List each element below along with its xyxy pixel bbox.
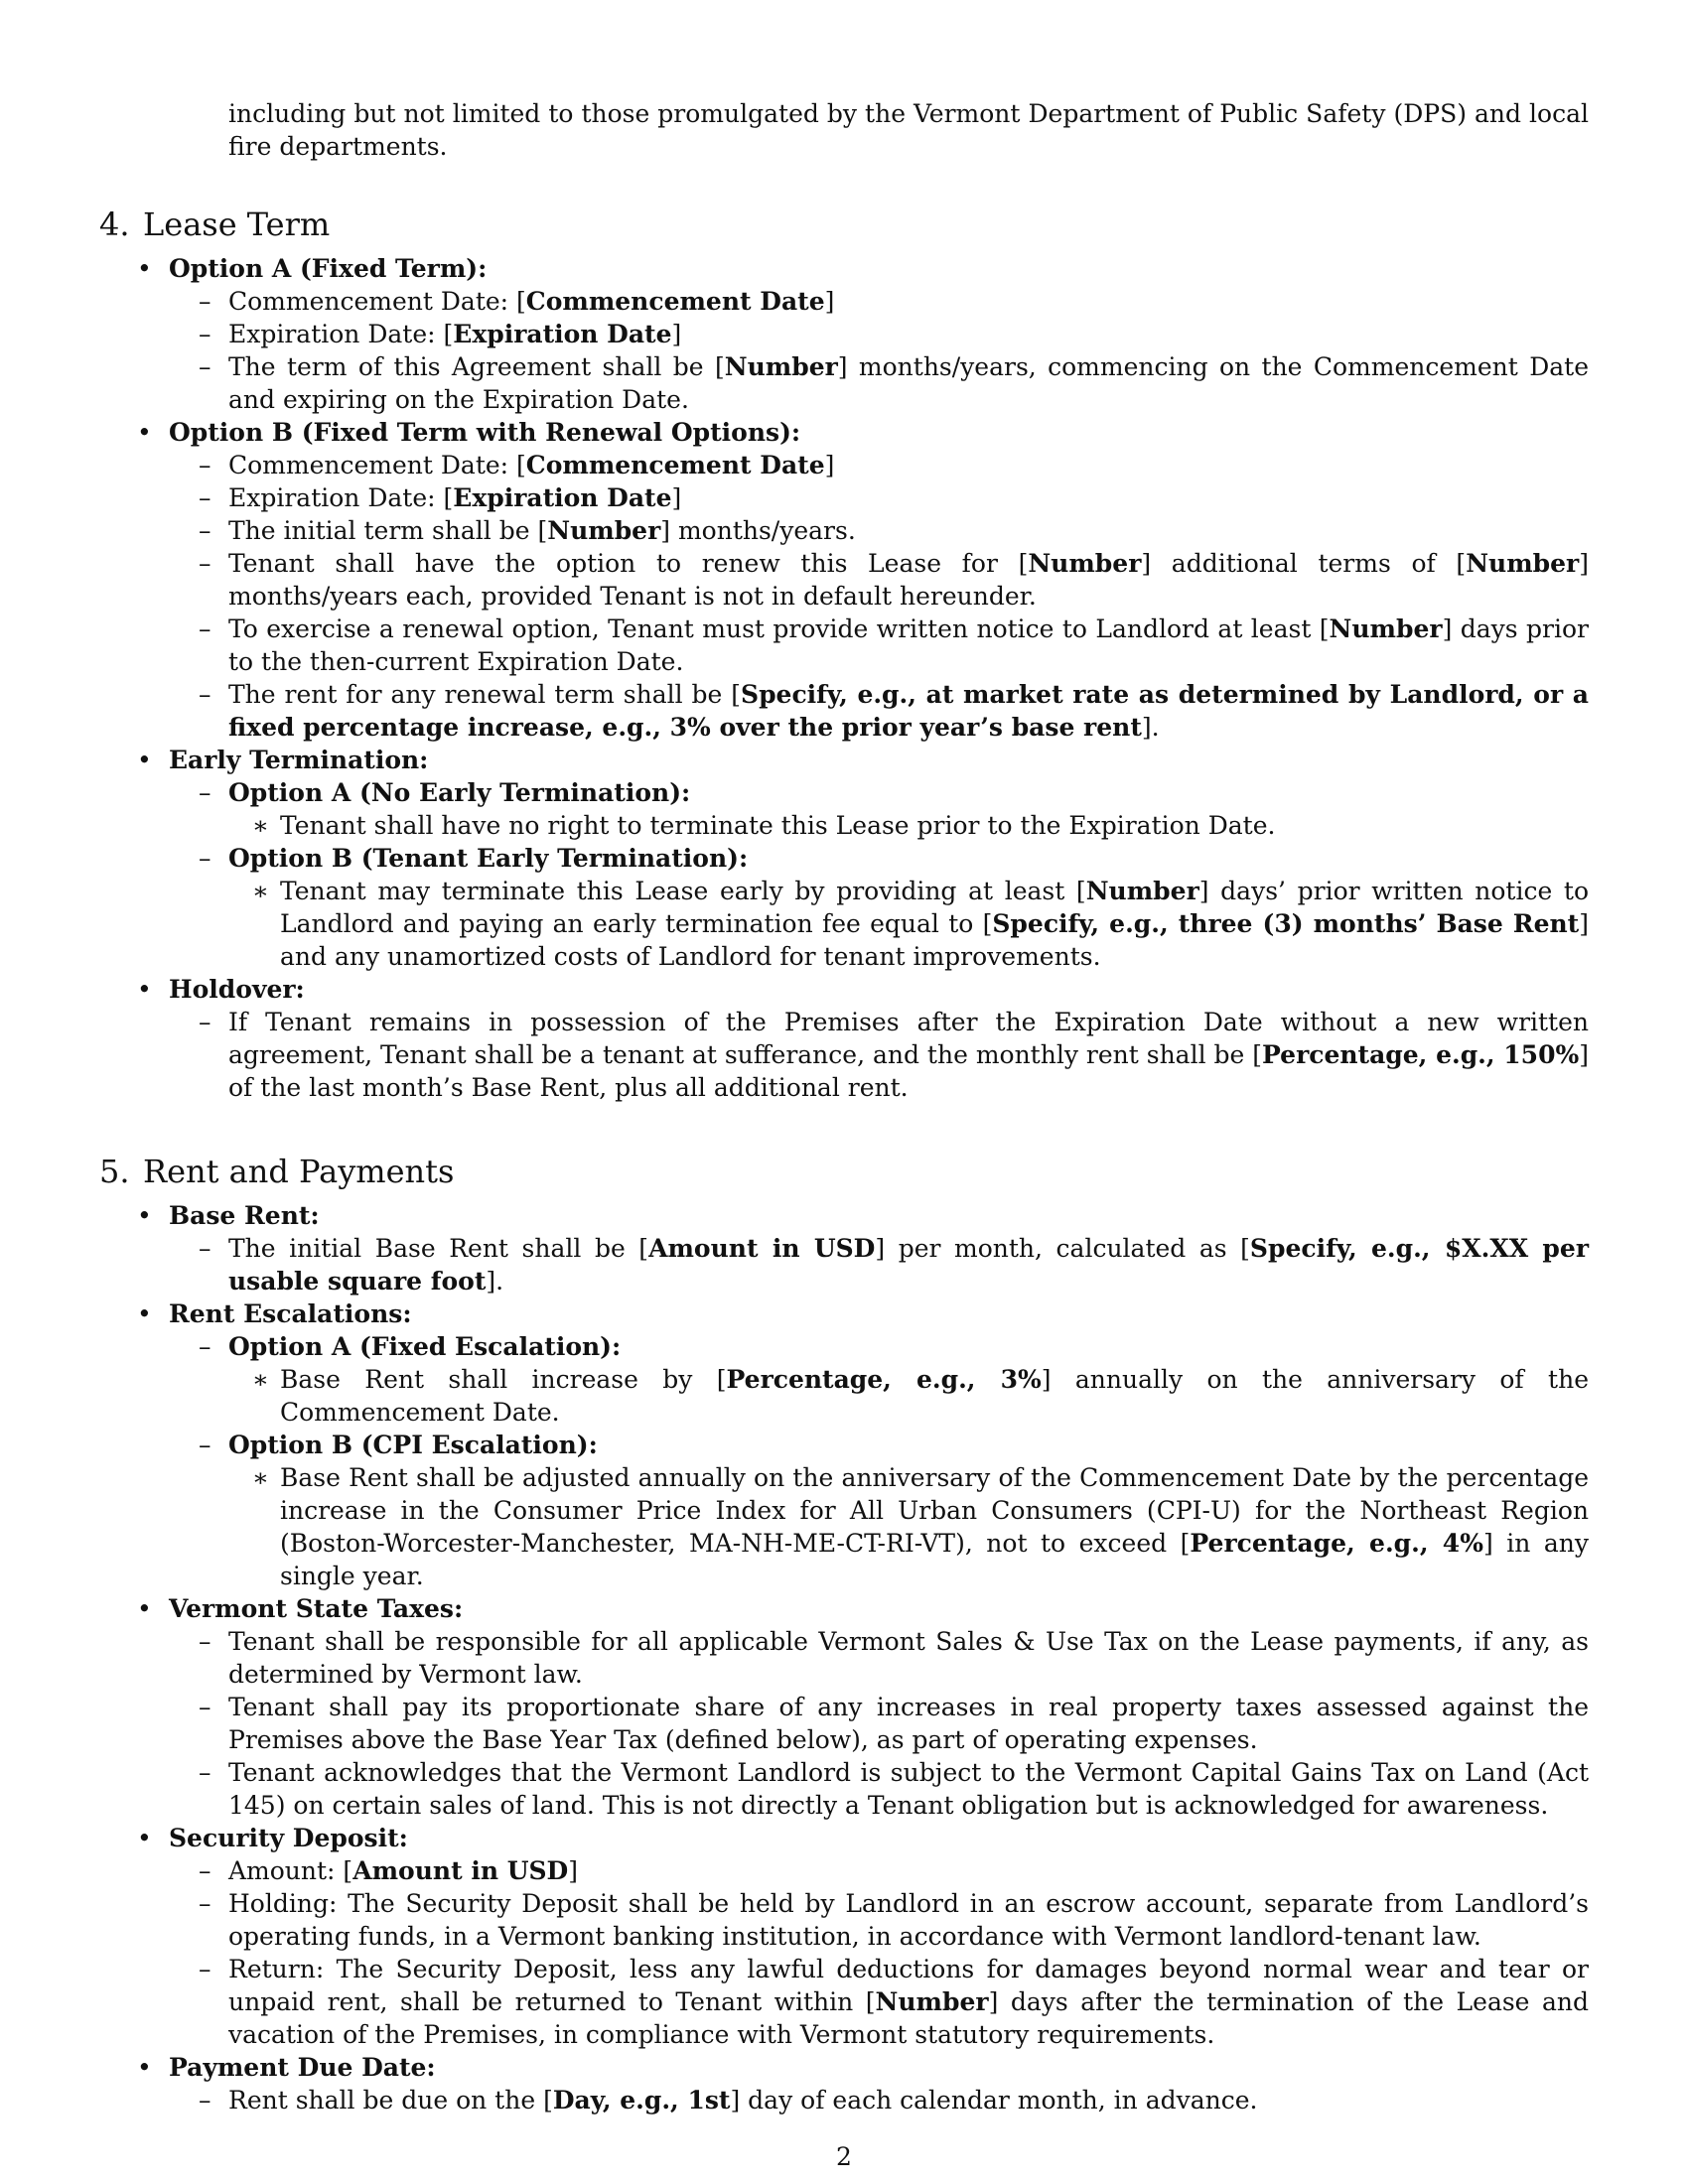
list-item <box>99 252 1589 416</box>
section-title: Rent and Payments <box>143 1153 455 1190</box>
list-item: ∗ Tenant may terminate this Lease early by providing at least [Number] days’ prior written notice to Landlord and paying an early termination fee equal to [Specify, e.g., three (3) months’ Base Rent] and any unamortized costs of Landlord for tenant improvements. <box>228 875 1589 973</box>
list-item <box>99 2051 1589 2116</box>
list-item: – Rent shall be due on the [Day, e.g., 1st] day of each calendar month, in advance. <box>169 2084 1589 2116</box>
item-label: Option A (Fixed Term): <box>169 254 488 283</box>
section-5-heading <box>99 1152 1589 1191</box>
section-4-heading <box>99 205 1589 244</box>
item-label: Option B (Fixed Term with Renewal Options): <box>169 418 801 447</box>
list-item: – Expiration Date: [Expiration Date] <box>169 318 1589 350</box>
section-number: 4. <box>99 205 130 243</box>
page-number: 2 <box>836 2142 852 2171</box>
list-item: – Tenant acknowledges that the Vermont Landlord is subject to the Vermont Capital Gains Tax on Land (Act 145) on certain sales of land. This is not directly a Tenant obligation but is acknowledged for awareness. <box>169 1756 1589 1822</box>
item-label: Security Deposit: <box>169 1824 408 1852</box>
section-number: 5. <box>99 1153 130 1190</box>
list-item: – Commencement Date: [Commencement Date] <box>169 285 1589 318</box>
list-item: – Option B (Tenant Early Termination): ∗ Tenant may terminate this Lease early by providing at least [Number] days’ prior written notice to Landlord and paying an early termination fee equal to [Specify, e.g., three (3) months’ Base Rent] and any unamortized costs of Landlord for tenant improvements. <box>169 842 1589 973</box>
item-label: Vermont State Taxes: <box>169 1594 464 1623</box>
list-item: – Tenant shall be responsible for all applicable Vermont Sales & Use Tax on the Lease payments, if any, as determined by Vermont law. <box>169 1625 1589 1691</box>
list-item: ∗ Tenant shall have no right to terminate this Lease prior to the Expiration Date. <box>228 809 1589 842</box>
section-title: Lease Term <box>143 205 331 243</box>
list-item: ∗ Base Rent shall be adjusted annually on the anniversary of the Commencement Date by the percentage increase in the Consumer Price Index for All Urban Consumers (CPI-U) for the Northeast Region (Boston-Worcester-Manchester, MA-NH-ME-CT-RI-VT), not to exceed [Percentage, e.g., 4%] in any single year. <box>228 1461 1589 1592</box>
list-item <box>99 416 1589 744</box>
item-label: Rent Escalations: <box>169 1299 412 1328</box>
list-item: ∗ Base Rent shall increase by [Percentage, e.g., 3%] annually on the anniversary of the Commencement Date. <box>228 1363 1589 1429</box>
list-item: – Tenant shall have the option to renew this Lease for [Number] additional terms of [Number] months/years each, provided Tenant is not in default hereunder. <box>169 547 1589 613</box>
list-item: – Amount: [Amount in USD] <box>169 1854 1589 1887</box>
list-item <box>99 1592 1589 1822</box>
list-item <box>99 1297 1589 1592</box>
list-item: – Commencement Date: [Commencement Date] <box>169 449 1589 481</box>
list-item: – Tenant shall pay its proportionate share of any increases in real property taxes assessed against the Premises above the Base Year Tax (defined below), as part of operating expenses. <box>169 1691 1589 1756</box>
item-label: Base Rent: <box>169 1201 320 1230</box>
list-item: – If Tenant remains in possession of the Premises after the Expiration Date without a new written agreement, Tenant shall be a tenant at sufferance, and the monthly rent shall be [Percentage, e.g., 150%] of the last month’s Base Rent, plus all additional rent. <box>169 1006 1589 1104</box>
list-item: – Option A (No Early Termination): ∗ Tenant shall have no right to terminate this Lease prior to the Expiration Date. <box>169 776 1589 842</box>
section-5-list <box>99 1199 1589 2116</box>
list-item <box>99 1199 1589 1297</box>
list-item <box>99 744 1589 973</box>
page-content <box>99 97 1589 2116</box>
list-item: – Return: The Security Deposit, less any lawful deductions for damages beyond normal wear and tear or unpaid rent, shall be returned to Tenant within [Number] days after the termination of the Lease and vacation of the Premises, in compliance with Vermont statutory requirements. <box>169 1953 1589 2051</box>
list-item: – Option B (CPI Escalation): ∗ Base Rent shall be adjusted annually on the anniversary of the Commencement Date by the percentage increase in the Consumer Price Index for All Urban Consumers (CPI-U) for the Northeast Region (Boston-Worcester-Manchester, MA-NH-ME-CT-RI-VT), not to exceed [Percentage, e.g., 4%] in any single year. <box>169 1429 1589 1592</box>
list-item: – The initial Base Rent shall be [Amount in USD] per month, calculated as [Specify, e.g., $X.XX per usable square foot]. <box>169 1232 1589 1297</box>
list-item: – The rent for any renewal term shall be [Specify, e.g., at market rate as determined by Landlord, or a fixed percentage increase, e.g., 3% over the prior year’s base rent]. <box>169 678 1589 744</box>
section-4-list <box>99 252 1589 1104</box>
list-item: – The initial term shall be [Number] months/years. <box>169 514 1589 547</box>
item-label: Holdover: <box>169 975 305 1004</box>
item-label: Early Termination: <box>169 746 429 774</box>
list-item <box>99 973 1589 1104</box>
list-item: – Option A (Fixed Escalation): ∗ Base Rent shall increase by [Percentage, e.g., 3%] annually on the anniversary of the Commencement Date. <box>169 1330 1589 1429</box>
continuation-paragraph: including but not limited to those promulgated by the Vermont Department of Public Safety (DPS) and local fire departments. <box>228 99 1589 161</box>
list-item: – Holding: The Security Deposit shall be held by Landlord in an escrow account, separate from Landlord’s operating funds, in a Vermont banking institution, in accordance with Vermont landlord-tenant law. <box>169 1887 1589 1953</box>
list-item: – To exercise a renewal option, Tenant must provide written notice to Landlord at least [Number] days prior to the then-current Expiration Date. <box>169 613 1589 678</box>
list-item: – Expiration Date: [Expiration Date] <box>169 481 1589 514</box>
list-item <box>99 1822 1589 2051</box>
item-label: Payment Due Date: <box>169 2053 436 2082</box>
list-item: – The term of this Agreement shall be [Number] months/years, commencing on the Commencement Date and expiring on the Expiration Date. <box>169 350 1589 416</box>
